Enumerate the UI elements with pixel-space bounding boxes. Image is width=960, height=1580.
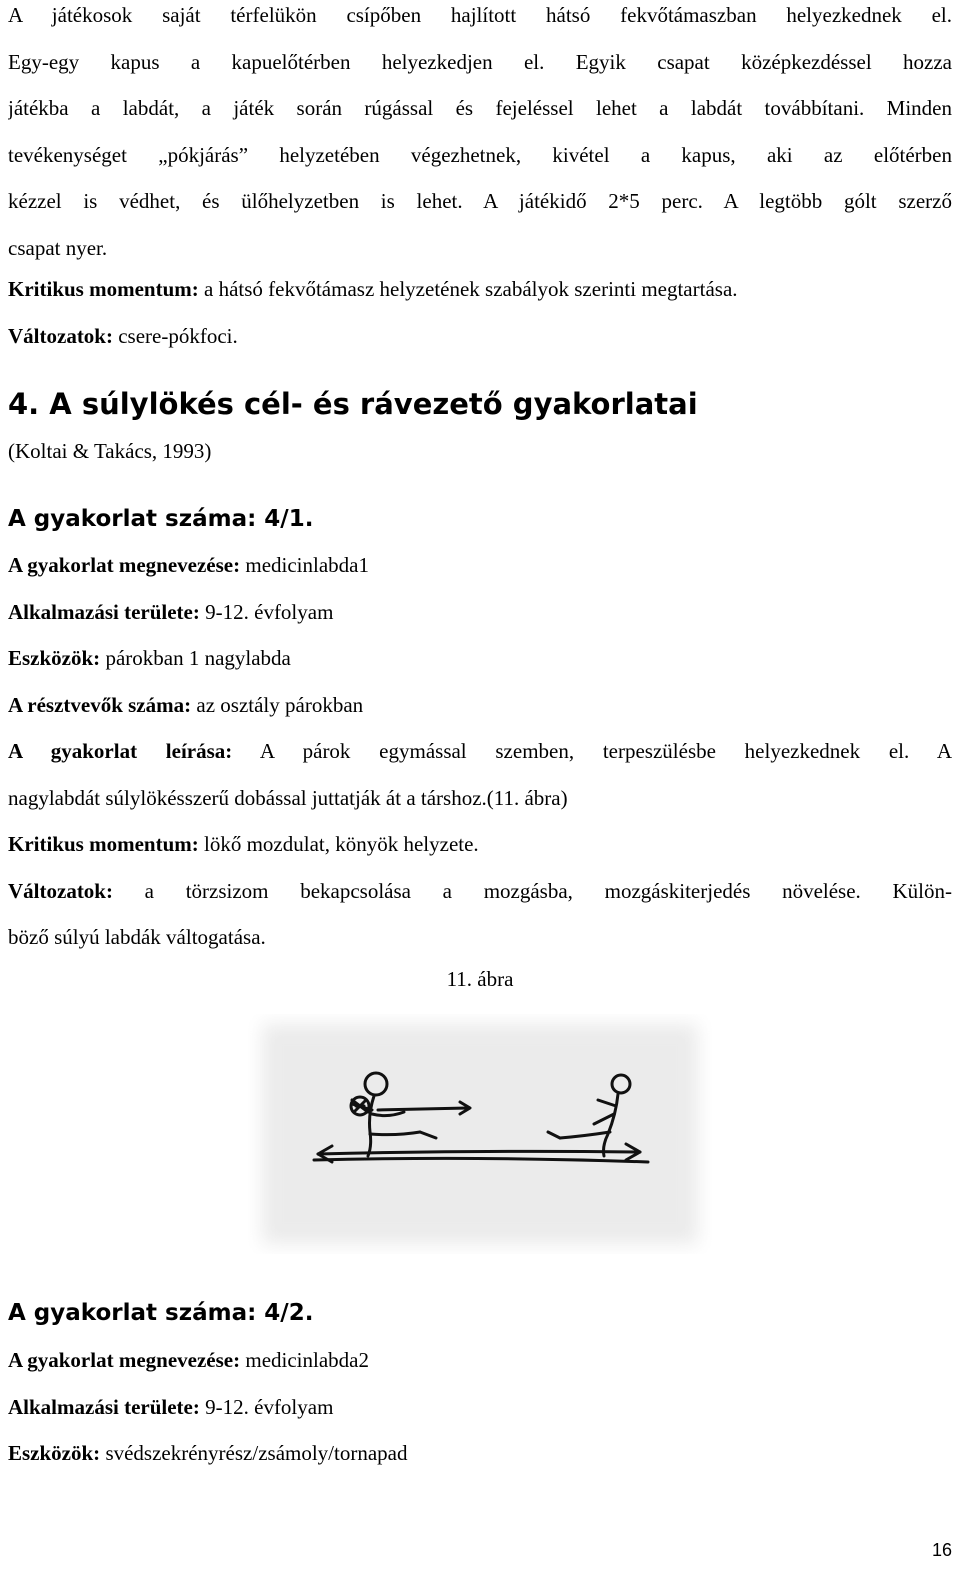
figure-background: [262, 1024, 698, 1244]
intro-line: játékba a labdát, a játék során rúgással és fejeléssel lehet a labdát továbbítani. Minden: [8, 96, 952, 120]
name-value: medicinlabda2: [240, 1348, 369, 1372]
section-source: (Koltai & Takács, 1993): [8, 439, 212, 463]
variants-label: Változatok:: [8, 878, 113, 903]
critical-value: lökő mozdulat, könyök helyzete.: [198, 832, 479, 856]
section-heading: 4. A súlylökés cél- és rávezető gyakorlatai: [8, 387, 698, 421]
area-label: Alkalmazási területe:: [8, 1394, 200, 1419]
intro-line: kézzel is védhet, és ülőhelyzetben is lehet. A játékidő 2*5 perc. A legtöbb gólt szerző: [8, 189, 952, 213]
exercise-number: A gyakorlat száma: 4/2.: [8, 1300, 314, 1326]
participants-label: A résztvevők száma:: [8, 692, 192, 717]
area-label: Alkalmazási területe:: [8, 599, 200, 624]
figure-caption: 11. ábra: [446, 967, 514, 991]
intro-line: A játékosok saját térfelükön csípőben hajlított hátsó fekvőtámaszban helyezkednek el.: [8, 3, 952, 27]
description-text: nagylabdát súlylökésszerű dobással juttatják át a társhoz.(11. ábra): [8, 785, 568, 810]
tools-value: svédszekrényrész/zsámoly/tornapad: [100, 1441, 408, 1465]
intro-line: Egy-egy kapus a kapuelőtérben helyezkedjen el. Egyik csapat középkezdéssel hozza: [8, 49, 952, 74]
critical-text: a hátsó fekvőtámasz helyzetének szabályok szerinti megtartása.: [198, 277, 738, 301]
area-value: 9-12. évfolyam: [199, 1394, 334, 1419]
description-text: A párok egymással szemben, terpeszülésbe helyezkednek el. A: [232, 739, 952, 763]
tools-label: Eszközök:: [8, 1441, 101, 1465]
name-label: A gyakorlat megnevezése:: [8, 1348, 241, 1372]
description-label: A gyakorlat leírása:: [8, 739, 233, 763]
intro-paragraph: [8, 0, 952, 271]
tools-label: Eszközök:: [8, 646, 101, 670]
exercise2-details: [8, 1337, 952, 1477]
name-value: medicinlabda1: [240, 553, 369, 577]
variants-text: csere-pókfoci.: [112, 323, 238, 348]
critical-label: Kritikus momentum:: [8, 277, 199, 301]
intro-line: tevékenységet „pókjárás” helyzetében végezhetnek, kivétel a kapus, aki az előtérben: [8, 142, 952, 167]
exercise-number: A gyakorlat száma: 4/1.: [8, 506, 314, 532]
critical-label: Kritikus momentum:: [8, 832, 199, 856]
variants-value: a törzsizom bekapcsolása a mozgásba, mozgáskiterjedés növelése. Külön-: [112, 878, 952, 903]
name-label: A gyakorlat megnevezése:: [8, 553, 241, 577]
intro-line: csapat nyer.: [8, 235, 108, 260]
figure-11-drawing: [248, 1014, 712, 1254]
page-number: 16: [931, 1540, 952, 1560]
area-value: 9-12. évfolyam: [199, 599, 334, 624]
intro-critical: [8, 266, 952, 359]
tools-value: párokban 1 nagylabda: [100, 646, 291, 670]
participants-value: az osztály párokban: [191, 692, 364, 717]
variants-label: Változatok:: [8, 323, 113, 348]
variants-value: böző súlyú labdák váltogatása.: [8, 925, 266, 949]
exercise1-details: [8, 542, 952, 961]
